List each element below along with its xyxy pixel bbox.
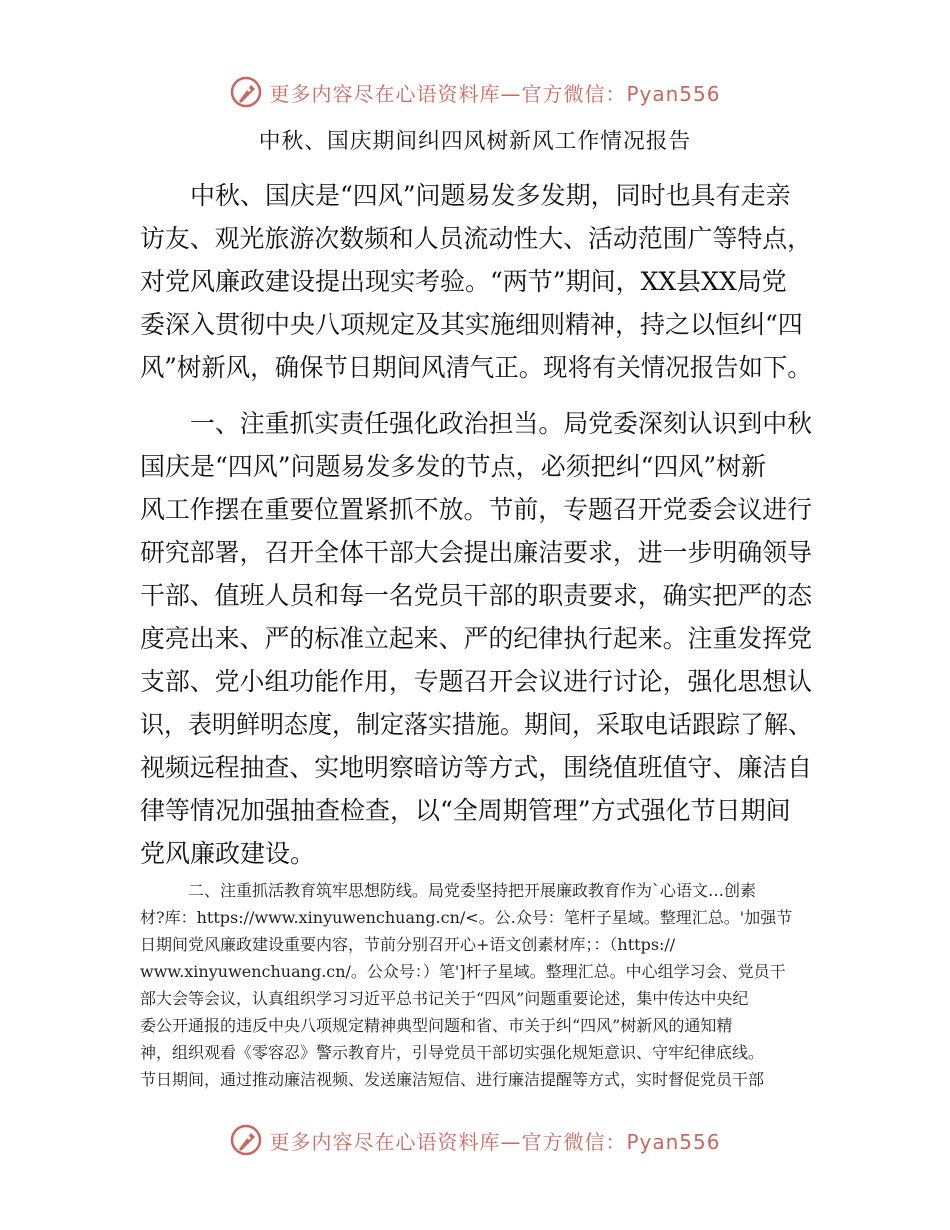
section-1-line: 视频远程抽查、实地明察暗访等方式，围绕值班值守、廉洁自: [140, 753, 813, 782]
section-1-line: 干部、值班人员和每一名党员干部的职责要求，确实把严的态: [140, 581, 813, 610]
intro-line: 委深入贯彻中央八项规定及其实施细则精神，持之以恒纠“四: [140, 310, 803, 339]
section-2-line: 节日期间，通过推动廉洁视频、发送廉洁短信、进行廉洁提醒等方式，实时督促党员干部: [140, 1070, 765, 1089]
section-2-line: 材?库：https://www.xinyuwenchuang.cn/<。公.众号：笔杆子星域。整理汇总。'加强节: [140, 908, 793, 927]
header-banner: [0, 72, 950, 112]
footer-banner: [0, 1120, 950, 1160]
section-2-line: www.xinyuwenchuang.cn/。公众号：）笔']杆子星域。整理汇总。中心组学习会、党员干: [140, 962, 786, 981]
intro-line: 风”树新风，确保节日期间风清气正。现将有关情况报告如下。: [140, 353, 812, 382]
intro-line: 对党风廉政建设提出现实考验。“两节”期间，XX县XX局党: [140, 267, 787, 296]
document-title: 中秋、国庆期间纠四风树新风工作情况报告: [258, 129, 692, 154]
section-1-line: 支部、党小组功能作用，专题召开会议进行讨论，强化思想认: [140, 667, 813, 696]
section-2-line: 委公开通报的违反中央八项规定精神典型问题和省、市关于纠“四风”树新风的通知精: [140, 1016, 733, 1035]
section-1-line: 一、注重抓实责任强化政治担当。局党委深刻认识到中秋: [190, 409, 813, 438]
pen-nib-logo-icon: [229, 75, 263, 109]
section-1-line: 风工作摆在重要位置紧抓不放。节前，专题召开党委会议进行: [140, 495, 813, 524]
section-2-line: 日期间党风廉政建设重要内容，节前分别召开心+语文创素材库；：（https://: [140, 935, 676, 954]
header-banner-text: 更多内容尽在心语资料库—官方微信：Pyan556: [269, 81, 721, 106]
pen-nib-logo-icon: [229, 1123, 263, 1157]
intro-line: 访友、观光旅游次数频和人员流动性大、活动范围广等特点，: [140, 224, 813, 253]
section-2-line: 二、注重抓活教育筑牢思想防线。局党委坚持把开展廉政教育作为`心语文…创素: [188, 881, 757, 900]
section-1-line: 律等情况加强抽查检查，以“全周期管理”方式强化节日期间: [140, 796, 791, 825]
section-1-line: 国庆是“四风”问题易发多发的节点，必须把纠“四风”树新: [140, 452, 767, 481]
section-1-line: 党风廉政建设。: [140, 839, 316, 868]
section-1-line: 度亮出来、严的标准立起来、严的纪律执行起来。注重发挥党: [140, 624, 813, 653]
section-1-line: 识，表明鲜明态度，制定落实措施。期间，采取电话跟踪了解、: [140, 710, 813, 739]
section-2-line: 神，组织观看《零容忍》警示教育片，引导党员干部切实强化规矩意识、守牢纪律底线。: [140, 1043, 765, 1062]
section-1-line: 研究部署，召开全体干部大会提出廉洁要求，进一步明确领导: [140, 538, 813, 567]
footer-banner-text: 更多内容尽在心语资料库—官方微信：Pyan556: [269, 1129, 721, 1154]
intro-line: 中秋、国庆是“四风”问题易发多发期，同时也具有走亲: [190, 181, 791, 210]
section-2-line: 部大会等会议，认真组织学习习近平总书记关于“四风”问题重要论述，集中传达中央纪: [140, 989, 749, 1008]
